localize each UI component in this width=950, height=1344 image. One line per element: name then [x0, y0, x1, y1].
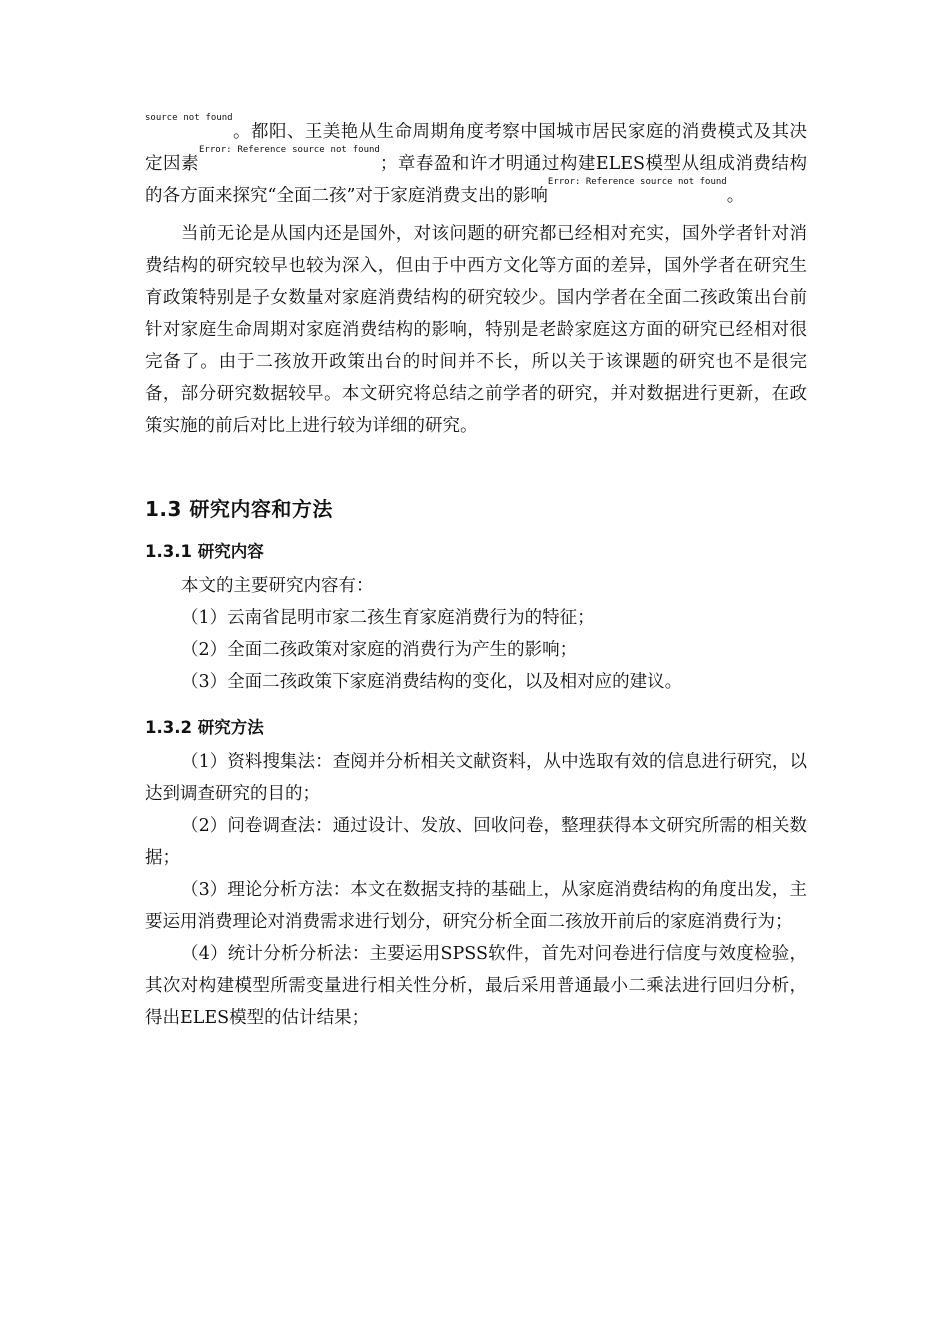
citation-error-b: Error: Reference source not found — [547, 177, 727, 187]
paragraph-literature-review — [145, 113, 808, 212]
paragraph-text-b: ；章春盈和许才明通过构建ELES模型从组成消费结构的各方面来探究“全面二孩”对于家庭消费支出的影响 — [145, 154, 807, 206]
citation-error-lead: source not found — [145, 113, 233, 123]
research-content-intro: 本文的主要研究内容有： — [181, 576, 374, 596]
section-heading-1-3: 1.3 研究内容和方法 — [145, 497, 333, 521]
subsection-heading-1-3-1: 1.3.1 研究内容 — [145, 542, 264, 561]
paragraph-text-a: 。都阳、王美艳从生命周期角度考察中国城市居民家庭的消费模式及其决定因素 — [145, 122, 808, 174]
research-content-item: （1）云南省昆明市家二孩生育家庭消费行为的特征； — [181, 608, 595, 628]
paragraph-summary: 当前无论是从国内还是国外，对该问题的研究都已经相对充实，国外学者针对消费结构的研究较早也较为深入，但由于中西方文化等方面的差异，国外学者在研究生育政策特别是子女数量对家庭消费结构的研究较少。国内学者在全面二孩政策出台前针对家庭生命周期对家庭消费结构的影响，特别是老龄家庭这方面的研究已经相对很完备了。由于二孩放开政策出台的时间并不长，所以关于该课题的研究也不是很完备，部分研究数据较早。本文研究将总结之前学者的研究，并对数据进行更新，在政策实施的前后对比上进行较为详细的研究。 — [145, 224, 807, 436]
research-method-item: （4）统计分析分析法：主要运用SPSS软件，首先对问卷进行信度与效度检验，其次对构建模型所需变量进行相关性分析，最后采用普通最小二乘法进行回归分析，得出ELES模型的估计结果； — [145, 944, 807, 1028]
research-content-item: （3）全面二孩政策下家庭消费结构的变化，以及相对应的建议。 — [181, 672, 683, 692]
research-method-item: （3）理论分析方法：本文在数据支持的基础上，从家庭消费结构的角度出发，主要运用消费理论对消费需求进行划分，研究分析全面二孩放开前后的家庭消费行为； — [145, 880, 807, 932]
paragraph-text-c: 。 — [726, 186, 745, 206]
research-method-item: （2）问卷调查法：通过设计、发放、回收问卷，整理获得本文研究所需的相关数据； — [145, 816, 807, 868]
research-method-item: （1）资料搜集法：查阅并分析相关文献资料，从中选取有效的信息进行研究，以达到调查研究的目的； — [145, 752, 807, 804]
citation-error-a: Error: Reference source not found — [199, 145, 380, 155]
research-content-item: （2）全面二孩政策对家庭的消费行为产生的影响； — [181, 640, 578, 660]
subsection-heading-1-3-2: 1.3.2 研究方法 — [145, 718, 264, 737]
page-content — [145, 113, 808, 1034]
